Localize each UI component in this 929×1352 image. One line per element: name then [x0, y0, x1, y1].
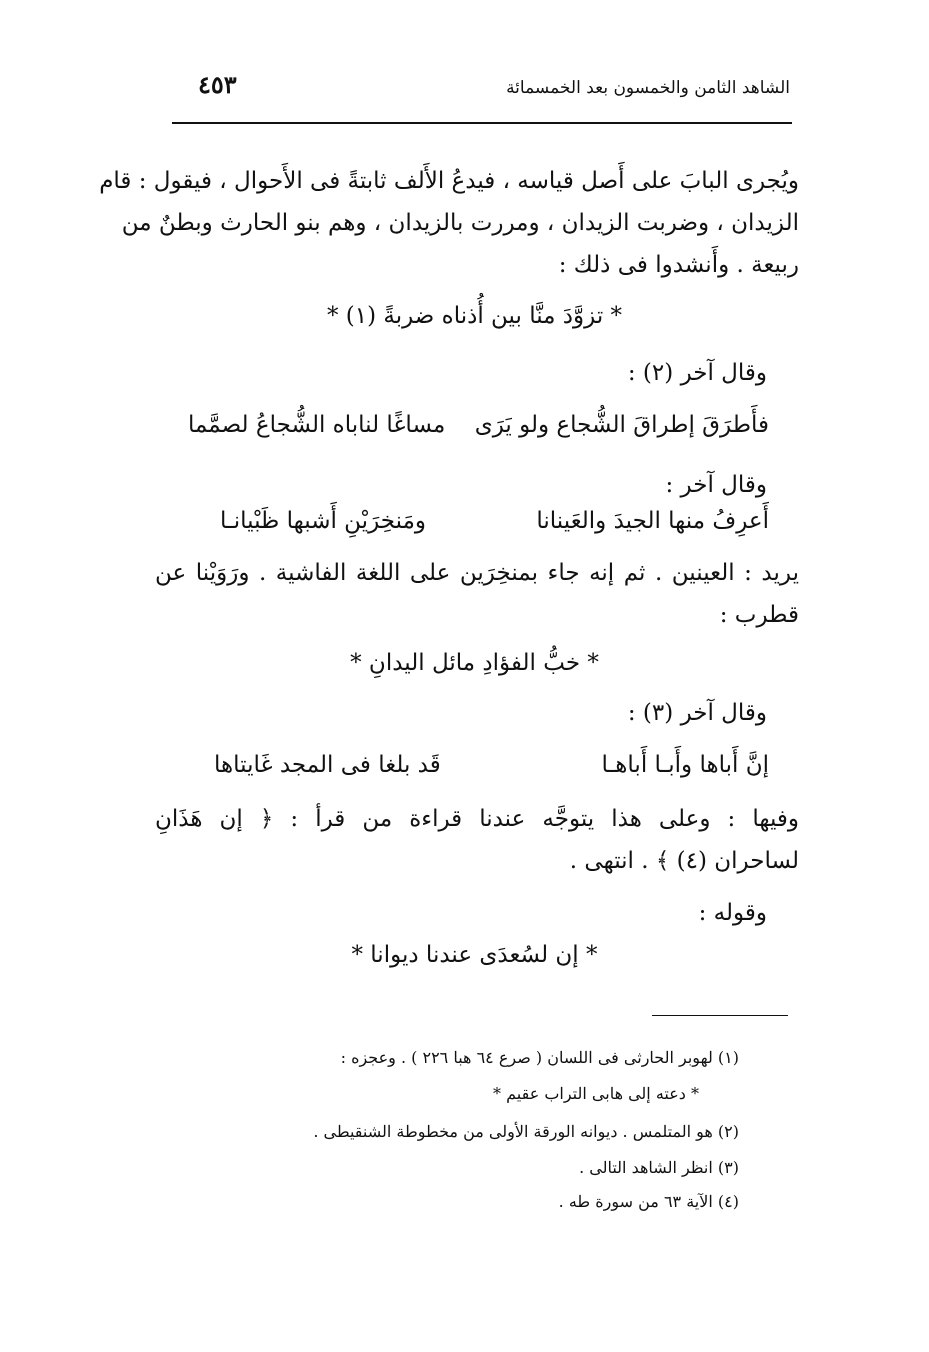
footnote-1: (١) لهوبر الحارثى فى اللسان ( صرع ٦٤ هبا ٢٢٦ ) . وعجزه : — [340, 1048, 739, 1067]
verse-3-left-hemistich: ومَنخِرَيْنِ أَشبها ظَبْيانـا — [220, 508, 426, 534]
verse-intro-4: وقال آخر (٣) : — [627, 700, 767, 726]
verse-intro-5: وقوله : — [698, 900, 767, 926]
body-line-2: الزيدان ، وضربت الزيدان ، ومررت بالزيدان ، وهم بنو الحارث وبطنٌ من — [121, 210, 799, 236]
body-line-4: يريد : العينين . ثم إنه جاء بمنخِرَين على اللغة الفاشية . ورَوَيْنا عن — [155, 560, 799, 586]
page-number: ٤٥٣ — [198, 70, 237, 99]
verse-intro-2: وقال آخر (٢) : — [627, 360, 767, 386]
verse-5-right-hemistich: إنَّ أَباها وأَبـا أَباهـا — [601, 752, 769, 778]
verse-6: * إن لسُعدَى عندنا ديوانا * — [351, 942, 598, 968]
verse-2-right-hemistich: فأَطرَقَ إطراقَ الشُّجاع ولو يَرَى — [474, 412, 769, 438]
footnote-3: (٣) انظر الشاهد التالى . — [579, 1158, 739, 1177]
verse-1: * تزوَّدَ منَّا بين أُذناه ضربةً (١) * — [326, 303, 623, 329]
body-line-3: ربيعة . وأَنشدوا فى ذلك : — [558, 252, 799, 278]
body-line-6: وفيها : وعلى هذا يتوجَّه عندنا قراءة من قرأ : ﴿ إن هَذَانِ — [155, 806, 799, 832]
running-title: الشاهد الثامن والخمسون بعد الخمسمائة — [506, 78, 790, 98]
footnote-rule — [652, 1015, 788, 1016]
body-line-1: ويُجرى البابَ على أَصل قياسه ، فيدعُ الأَلف ثابتةً فى الأَحوال ، فيقول : قام — [99, 168, 799, 194]
verse-intro-3: وقال آخر : — [665, 472, 767, 498]
page-header — [170, 64, 790, 104]
verse-3-right-hemistich: أَعرِفُ منها الجيدَ والعَينانا — [536, 508, 769, 534]
body-line-5: قطرب : — [719, 602, 799, 628]
verse-2-left-hemistich: مساغًا لناباه الشُّجاعُ لصمَّما — [188, 412, 446, 438]
footnote-2: (٢) هو المتلمس . ديوانه الورقة الأولى من مخطوطة الشنقيطى . — [313, 1122, 739, 1141]
header-rule — [172, 122, 792, 124]
footnote-1-hemistich: * دعته إلى هابى التراب عقيم * — [493, 1084, 699, 1103]
verse-5-left-hemistich: قَد بلغا فى المجد غَايتاها — [214, 752, 441, 778]
verse-4: * خبُّ الفؤادِ مائل اليدانِ * — [350, 650, 599, 676]
body-line-7: لساحران (٤) ﴾ . انتهى . — [569, 848, 799, 874]
footnote-4: (٤) الآية ٦٣ من سورة طه . — [558, 1192, 739, 1211]
